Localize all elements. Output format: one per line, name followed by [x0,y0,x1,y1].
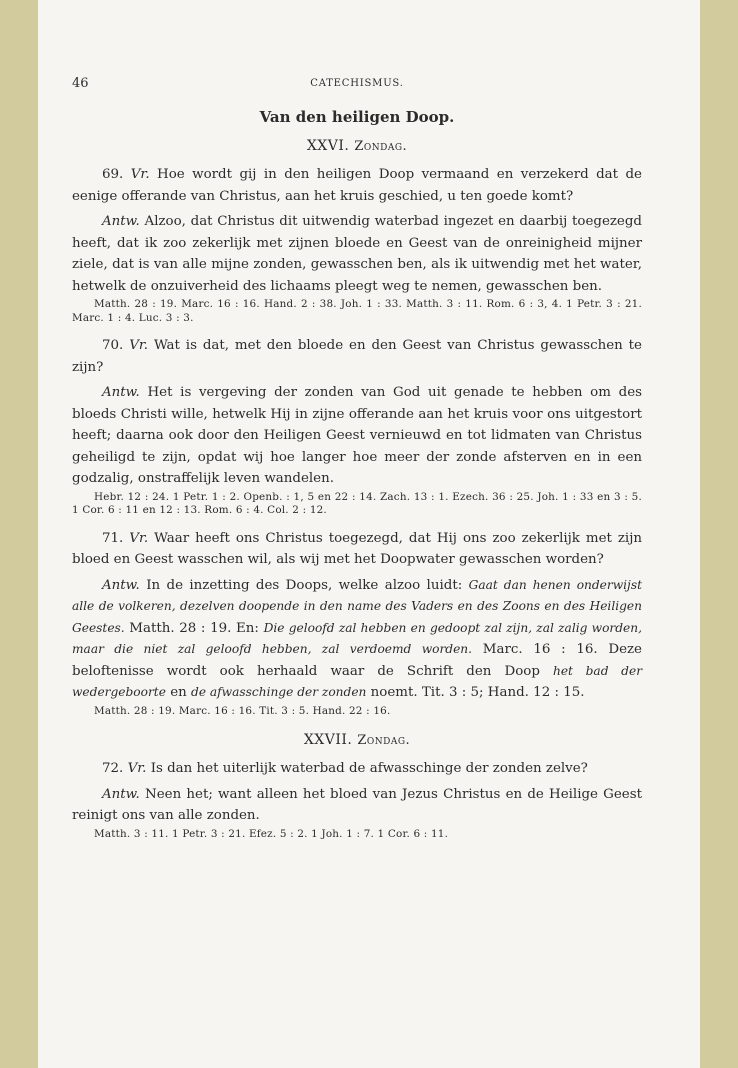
question-label: Vr. [129,530,149,546]
answer-quote-3: het bad der wedergeboorte [72,663,643,699]
question-72 [72,758,642,780]
answer-text: Neen het; want alleen het bloed van Jezus Christus en de Heilige Geest reinigt ons van alle zonden. [72,786,642,823]
page-header [72,76,642,96]
question-69 [72,164,642,207]
references-71: Matth. 28 : 19. Marc. 16 : 16. Tit. 3 : 5. Hand. 22 : 16. [94,704,391,717]
answer-quote-1: Gaat dan henen onderwijst alle de volkeren, dezelven doopende in den name des Vaders en des Zoons en des Heiligen Geestes. [72,577,642,635]
question-label: Vr. [127,761,147,776]
scan-margin-left [0,0,38,1068]
answer-71 [72,575,642,704]
question-70 [72,335,642,378]
answer-label: Antw. [102,385,140,400]
page-number: 46 [72,76,89,91]
answer-text-3: Marc. 16 : 16. Deze beloftenisse wordt ook herhaald waar de Schrift den Doop [72,642,642,679]
answer-text-5: noemt. Tit. 3 : 5; Hand. 12 : 15. [370,685,585,700]
sunday-word: Zondag. [354,139,408,154]
answer-70 [72,382,642,490]
references-72: Matth. 3 : 11. 1 Petr. 3 : 21. Efez. 5 : 2. 1 Joh. 1 : 7. 1 Cor. 6 : 11. [94,827,449,840]
answer-label: Antw. [102,786,140,802]
question-number: 72. [102,761,124,776]
answer-69 [72,211,642,297]
sunday-number: XXVII. [303,732,353,748]
question-71 [72,528,642,571]
running-head: CATECHISMUS. [310,78,404,89]
answer-text-2: Matth. 28 : 19. En: [129,620,259,636]
answer-text-1: In de inzetting des Doops, welke alzoo luidt: [146,577,463,593]
question-text: Hoe wordt gij in den heiligen Doop vermaand en verzekerd dat de eenige offerande van Christus, aan het kruis geschied, u ten goede komt? [72,167,642,204]
question-text: Waar heeft ons Christus toegezegd, dat Hij ons zoo zekerlijk met zijn bloed en Geest wasschen wil, als wij met het Doopwater gewasschen worden? [72,530,642,567]
page-content [72,76,642,841]
answer-text-4: en [170,685,187,700]
references-69: Matth. 28 : 19. Marc. 16 : 16. Hand. 2 : 38. Joh. 1 : 33. Matth. 3 : 11. Rom. 6 : 3, 4. 1 Petr. 3 : 21. Marc. 1 : 4. Luc. 3 : 3. [72,298,642,324]
answer-quote-2: Die geloofd zal hebben en gedoopt zal zijn, zal zalig worden, maar die niet zal geloofd hebben, zal verdoemd worden. [72,620,642,656]
sunday-heading [72,138,642,154]
question-number: 71. [102,530,124,546]
question-label: Vr. [129,338,149,353]
answer-quote-4: de afwasschinge der zonden [191,685,367,699]
sunday-number: XXVI. [306,138,350,154]
question-number: 69. [102,167,124,182]
question-number: 70. [102,338,124,353]
question-label: Vr. [130,167,150,182]
answer-72 [72,784,642,827]
answer-label: Antw. [102,214,140,229]
answer-text: Alzoo, dat Christus dit uitwendig waterbad ingezet en daarbij toegezegd heeft, dat ik zoo zekerlijk met zijnen bloede en Geest van de onreinigheid mijner ziele, dat is van alle mijne zonden, gewasschen ben, als ik uitwendig met het water, hetwelk de onzuiverheid des lichaams pleegt weg te nemen, gewasschen ben. [72,214,643,294]
answer-label: Antw. [102,577,140,593]
scan-margin-right [700,0,738,1068]
question-text: Wat is dat, met den bloede en den Geest van Christus gewasschen te zijn? [72,338,642,375]
answer-text: Het is vergeving der zonden van God uit genade te hebben om des bloeds Christi wille, hetwelk Hij in zijne offerande aan het kruis voor ons uitgestort heeft; daarna ook door den Heiligen Geest vernieuwd en tot lidmaten van Christus geheiligd te zijn, opdat wij hoe langer hoe meer der zonde afsterven en in een godzalig, onstraffelijk leven wandelen. [72,385,642,486]
sunday-heading [72,732,642,748]
question-text: Is dan het uiterlijk waterbad de afwasschinge der zonden zelve? [150,761,588,776]
sunday-word: Zondag. [357,733,411,748]
references-70: Hebr. 12 : 24. 1 Petr. 1 : 2. Openb. : 1, 5 en 22 : 14. Zach. 13 : 1. Ezech. 36 : 25. Joh. 1 : 33 en 3 : 5. 1 Cor. 6 : 11 en 12 : 13. Rom. 6 : 4. Col. 2 : 12. [72,490,642,516]
section-title: Van den heiligen Doop. [259,108,455,126]
